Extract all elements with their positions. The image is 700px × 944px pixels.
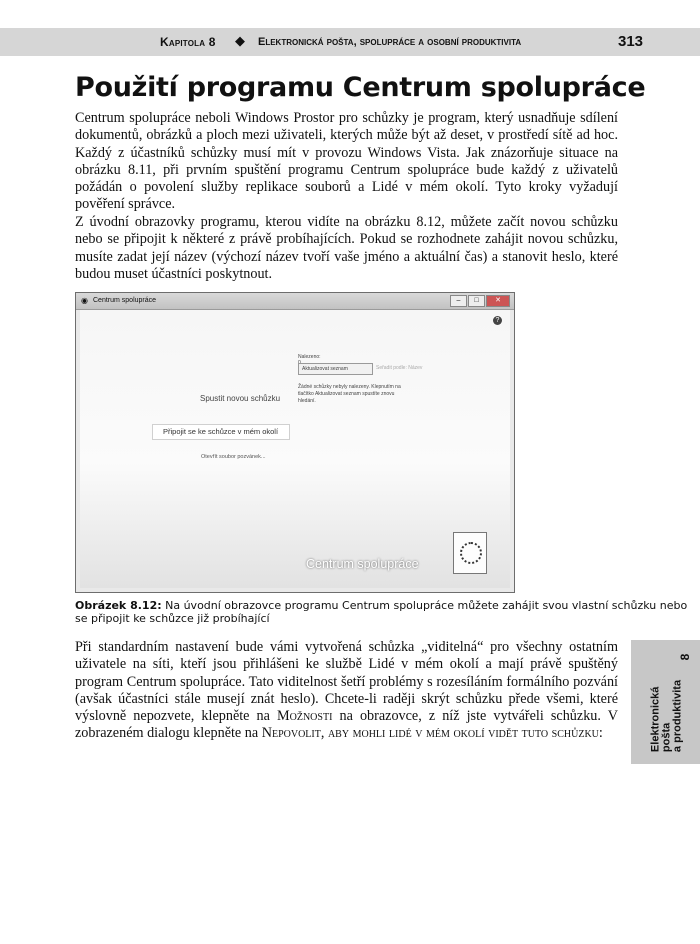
section-heading: Použití programu Centrum spolupráce — [75, 72, 646, 103]
brand-title: Centrum spolupráce — [306, 557, 419, 571]
found-count: Nalezeno: — [298, 354, 321, 360]
start-meeting-option[interactable]: Spustit novou schůzku — [200, 394, 281, 403]
join-meeting-option[interactable]: Připojit se ke schůzce v mém okolí — [152, 424, 290, 440]
page-number: 313 — [618, 33, 644, 50]
minimize-icon[interactable]: – — [450, 295, 467, 307]
app-icon: ◉ — [81, 296, 88, 305]
chapter-side-tab — [631, 640, 700, 764]
help-icon[interactable]: ? — [493, 316, 502, 325]
open-invitation-link[interactable]: Otevřít soubor pozvánek... — [201, 454, 266, 460]
running-header — [0, 28, 700, 56]
flipchart-icon — [453, 532, 487, 574]
window-controls — [450, 295, 510, 307]
side-tab-line-1: Elektronická — [649, 686, 662, 753]
side-tab-label — [651, 680, 684, 752]
caption-label: Obrázek 8.12: — [75, 599, 162, 612]
figure-caption — [75, 599, 700, 625]
chapter-label: Kapitola 8 — [160, 35, 216, 49]
hide-meeting-reference: Nepovolit, aby mohli lidé v mém okolí vidět tuto schůzku — [261, 725, 599, 742]
paragraph-2: Z úvodní obrazovky programu, kterou vidíte na obrázku 8.12, můžete začít novou schůzku nebo se připojit k některé z právě probíhajících. Pokud se rozhodnete zahájit novou schůzku, musíte zadat její název (výchozí název tvoří vaše jméno a aktuální čas) a stanovit heslo, které budou muset účastníci poskytnout. — [75, 214, 618, 282]
side-tab-line-3: a produktivita — [671, 679, 684, 753]
window-titlebar — [76, 293, 514, 310]
paragraph-3 — [75, 639, 618, 743]
paragraph-3-start: Při standardním nastavení bude vámi vytvořená schůzka „viditelná“ pro všechny ostatním uživatele na síti, kteří jsou přihlášeni ke službě Lidé v mém okolí a mají právě spuštěný program Centrum spolupráce. Tato viditelnost šetří problémy s rozesíláním formálního pozvání (avšak účastníci stále musejí znát heslo). Chcete-li raději skrýt schůzku přede všemi, které výslovně nepozvete, klepněte na — [75, 639, 618, 725]
side-tab-number: 8 — [678, 653, 692, 661]
close-icon[interactable]: ✕ — [486, 295, 510, 307]
side-tab-line-2: pošta — [660, 722, 673, 753]
screenshot-figure — [75, 292, 515, 593]
diamond-icon: ◆ — [235, 33, 245, 48]
chapter-title: Elektronická pošta, spolupráce a osobní produktivita — [258, 36, 522, 48]
refresh-button[interactable]: Aktualizovat seznam — [298, 363, 373, 375]
paragraph-3-end: : — [598, 725, 603, 742]
caption-text: Na úvodní obrazovce programu Centrum spolupráce můžete zahájit svou vlastní schůzku nebo se připojit ke schůzce již probíhající — [75, 599, 688, 625]
window-client — [80, 310, 510, 588]
paragraph-1: Centrum spolupráce neboli Windows Prostor pro schůzky je program, který usnadňuje sdílení dokumentů, obrázků a ploch mezi uživateli, kterých může být až deset, v prostředí sítě ad hoc. Každý z účastníků schůzky musí mít v provozu Windows Vista. Jak znázorňuje situace na obrázku 8.11, při prvním spuštění programu Centrum spolupráce bude každý z uživatelů požádán o povolení služby replikace souborů a Lidé v mém okolí. Tyto kroky vyžadují pověření správce. — [75, 110, 618, 213]
paragraph-3-mid: na obrazovce, z níž jste vytvářeli schůzku. V zobrazeném dialogu klepněte na — [75, 708, 618, 742]
maximize-icon[interactable]: □ — [468, 295, 485, 307]
options-reference: Možnosti — [277, 708, 333, 725]
window-title: Centrum spolupráce — [93, 297, 157, 304]
sort-dropdown[interactable]: Seřadit podle: Název — [376, 365, 423, 371]
no-meetings-message: Žádné schůzky nebyly nalezeny. Klepnutím na tlačítko Aktualizovat seznam spustíte znovu hledání. — [298, 384, 401, 404]
